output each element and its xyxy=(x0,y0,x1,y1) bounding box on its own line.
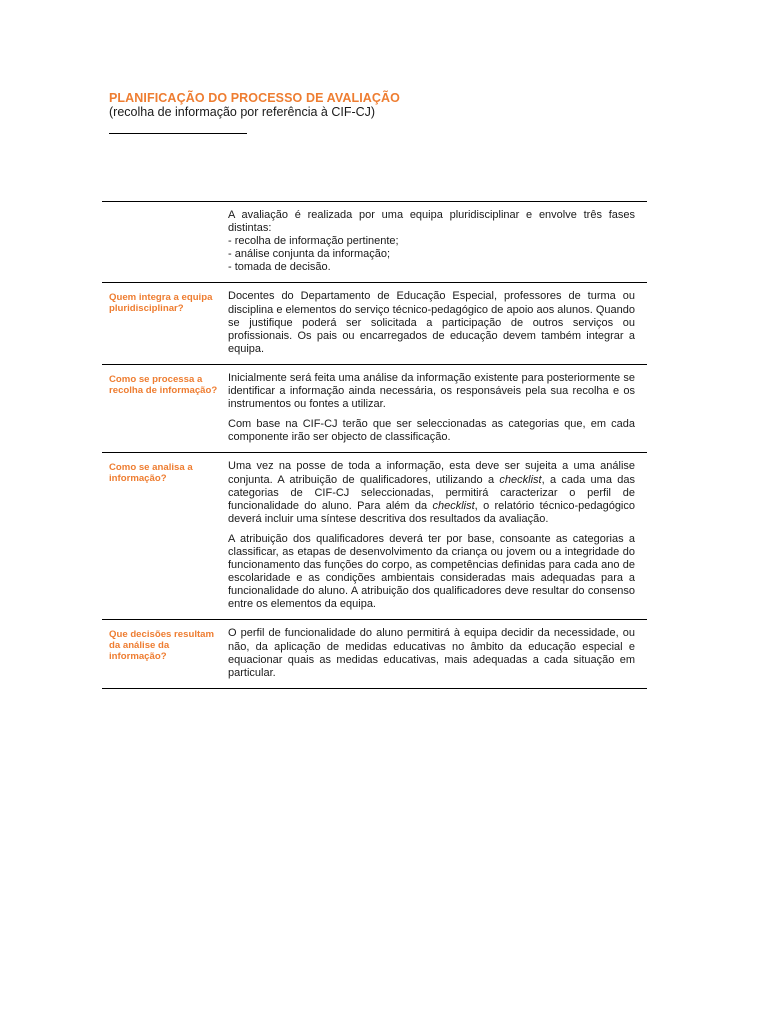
row-answer xyxy=(228,627,635,679)
text-run: Uma vez na posse de toda a informação, esta deve ser sujeita a uma análise conjunta. A atribuição de qualificadores, utilizando a xyxy=(228,460,635,486)
answer-paragraph: Inicialmente será feita uma análise da informação existente para posteriormente se identificar a informação ainda necessária, os responsáveis pela sua recolha e os instrumentos ou fontes a utilizar. xyxy=(228,371,635,411)
row-question: Como se analisa a informação? xyxy=(109,462,193,485)
row-question xyxy=(102,209,226,274)
text-run-italic: checklist xyxy=(432,499,475,512)
phase-item: - recolha de informação pertinente; xyxy=(228,235,399,248)
evaluation-table xyxy=(102,201,647,689)
answer-paragraph: A atribuição dos qualificadores deverá ter por base, consoante as categorias a classificar, as etapas de desenvolvimento da criança ou jovem ou a integridade do funcionamento das funções do corpo, as competências definidas para cada ano de escolaridade e as condições ambientais consideradas mais adequadas para a funcionalidade do aluno. A atribuição dos qualificadores deve resultar do consenso entre os elementos da equipa. xyxy=(228,532,635,611)
phase-item: - tomada de decisão. xyxy=(228,261,331,274)
table-row-overview xyxy=(102,202,647,283)
row-answer xyxy=(228,290,635,355)
page-subtitle: (recolha de informação por referência à CIF-CJ) xyxy=(109,105,376,119)
title-underline-rule xyxy=(109,133,247,134)
page-title: PLANIFICAÇÃO DO PROCESSO DE AVALIAÇÃO xyxy=(109,91,400,105)
answer-paragraph: O perfil de funcionalidade do aluno permitirá à equipa decidir da necessidade, ou não, da aplicação de medidas educativas no âmbito da educação especial e equacionar quais as medidas educativas, mais adequadas a cada situação em particular. xyxy=(228,627,635,679)
row-answer xyxy=(228,209,635,274)
answer-intro: A avaliação é realizada por uma equipa pluridisciplinar e envolve três fases distintas: xyxy=(228,209,635,235)
row-question: Quem integra a equipa pluridisciplinar? xyxy=(109,292,213,315)
row-answer xyxy=(228,460,635,611)
table-row-decisions xyxy=(102,620,647,688)
row-question: Que decisões resultam da análise da informação? xyxy=(109,629,215,663)
row-answer xyxy=(228,372,635,444)
answer-paragraph: Com base na CIF-CJ terão que ser seleccionadas as categorias que, em cada componente irão ser objecto de classificação. xyxy=(228,418,635,444)
table-row-collection xyxy=(102,365,647,453)
answer-paragraph: Docentes do Departamento de Educação Especial, professores de turma ou disciplina e elementos do serviço técnico-pedagógico de apoio aos alunos. Quando se justifique poderá ser solicitada a participação de outros serviços ou profissionais. Os pais ou encarregados de educação devem também integrar a equipa. xyxy=(228,290,635,355)
text-run-italic: checklist xyxy=(499,473,542,486)
answer-paragraph xyxy=(228,460,635,525)
table-row-team xyxy=(102,283,647,364)
table-row-analysis xyxy=(102,453,647,620)
phase-item: - análise conjunta da informação; xyxy=(228,248,391,261)
row-question: Como se processa a recolha de informação? xyxy=(109,373,218,396)
text-run: , o relatório técnico-pedagógico deverá incluir uma síntese descritiva dos resultados da avaliação. xyxy=(228,499,635,525)
text-run: , a cada uma das categorias de CIF-CJ seleccionadas, permitirá caracterizar o perfil de funcionalidade do aluno. Para além da xyxy=(228,473,635,512)
